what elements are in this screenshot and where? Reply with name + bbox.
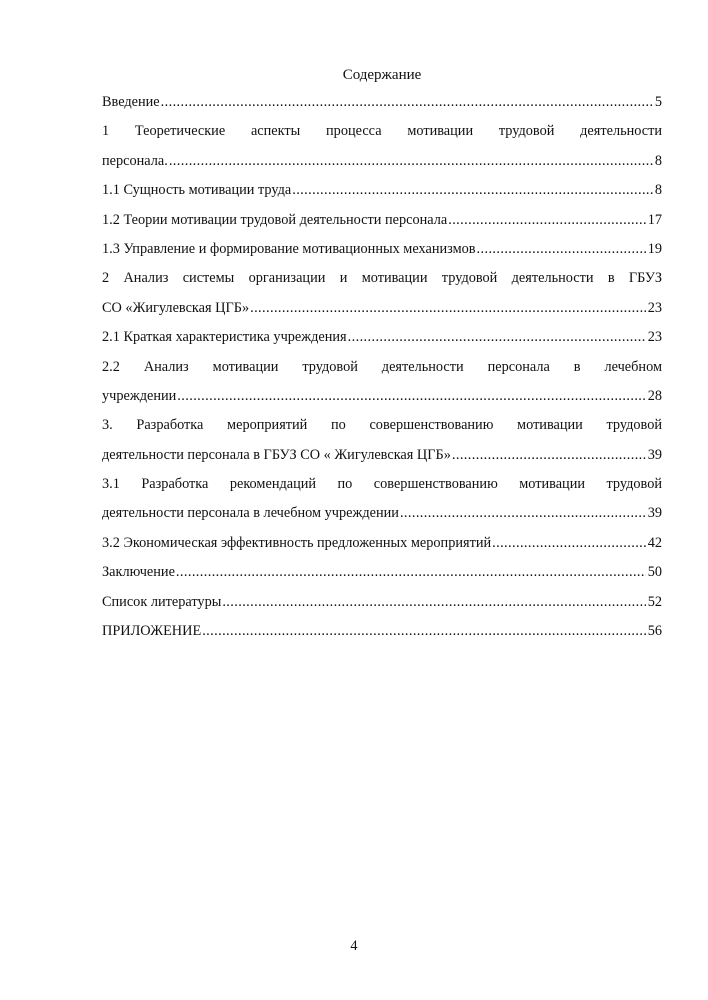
toc-entry-page: 28 [647,387,662,404]
dot-leader [292,176,653,205]
toc-entry-first-line: 1 Теоретические аспекты процесса мотивации трудовой деятельности [102,123,662,140]
toc-entry-section-3-2[interactable] [102,529,662,558]
dot-leader [202,617,646,646]
toc-entry-page: 52 [647,593,662,610]
dot-leader [177,382,645,411]
dot-leader [348,323,646,352]
toc-entry-label: 2.1 Краткая характеристика учреждения [102,329,347,346]
toc-entry-section-3-1[interactable] [102,470,662,529]
toc-list [102,88,662,646]
toc-entry-page: 56 [647,623,662,640]
toc-entry-appendix[interactable] [102,617,662,646]
toc-entry-label: деятельности персонала в ГБУЗ СО « Жигулевская ЦГБ» [102,446,451,463]
toc-entry-label: 3.2 Экономическая эффективность предложенных мероприятий [102,534,492,551]
toc-entry-chapter-3[interactable] [102,411,662,470]
toc-entry-page: 17 [647,211,662,228]
toc-entry-section-1-1[interactable] [102,176,662,205]
toc-entry-page: 50 [647,564,662,581]
dot-leader [176,558,646,587]
toc-entry-label: учреждении [102,387,177,404]
dot-leader [477,235,646,264]
toc-entry-section-2-2[interactable] [102,353,662,412]
toc-entry-page: 19 [647,240,662,257]
toc-entry-conclusion[interactable] [102,558,662,587]
toc-entry-label: 1.3 Управление и формирование мотивационных механизмов [102,240,476,257]
toc-entry-label: Введение [102,94,160,110]
toc-entry-page: 23 [647,329,662,346]
toc-entry-label: 1.2 Теории мотивации трудовой деятельности персонала [102,211,448,228]
toc-entry-references[interactable] [102,588,662,617]
dot-leader [452,441,646,470]
dot-leader [250,294,646,323]
toc-entry-first-line: 3.1 Разработка рекомендаций по совершенствованию мотивации трудовой [102,476,662,493]
toc-entry-page: 5 [654,94,662,110]
toc-entry-first-line: 3. Разработка мероприятий по совершенствованию мотивации трудовой [102,417,662,434]
toc-entry-first-line: 2 Анализ системы организации и мотивации трудовой деятельности в ГБУЗ [102,270,662,287]
toc-entry-page: 39 [647,505,662,522]
toc-entry-label: ПРИЛОЖЕНИЕ [102,623,202,640]
toc-entry-first-line: 2.2 Анализ мотивации трудовой деятельности персонала в лечебном [102,358,662,375]
toc-entry-label: Список литературы [102,593,222,610]
toc-entry-label: персонала. [102,152,168,169]
page-number: 4 [350,938,358,954]
toc-entry-page: 8 [654,152,662,169]
dot-leader [169,147,653,176]
toc-title: Содержание [342,67,422,83]
dot-leader [492,529,646,558]
toc-entry-introduction[interactable] [102,88,662,117]
toc-entry-label: СО «Жигулевская ЦГБ» [102,299,250,316]
dot-leader [448,206,645,235]
toc-entry-chapter-2[interactable] [102,264,662,323]
dot-leader [400,499,646,528]
toc-page [102,62,662,646]
toc-entry-section-1-3[interactable] [102,235,662,264]
toc-entry-page: 39 [647,446,662,463]
toc-entry-section-2-1[interactable] [102,323,662,352]
toc-entry-chapter-1[interactable] [102,117,662,176]
toc-entry-label: 1.1 Сущность мотивации труда [102,182,292,199]
toc-entry-page: 23 [647,299,662,316]
toc-entry-label: Заключение [102,564,175,581]
toc-entry-section-1-2[interactable] [102,206,662,235]
toc-entry-page: 8 [654,182,662,199]
toc-entry-label: деятельности персонала в лечебном учреждении [102,505,399,522]
dot-leader [222,588,645,617]
dot-leader [161,88,653,117]
toc-entry-page: 42 [647,534,662,551]
